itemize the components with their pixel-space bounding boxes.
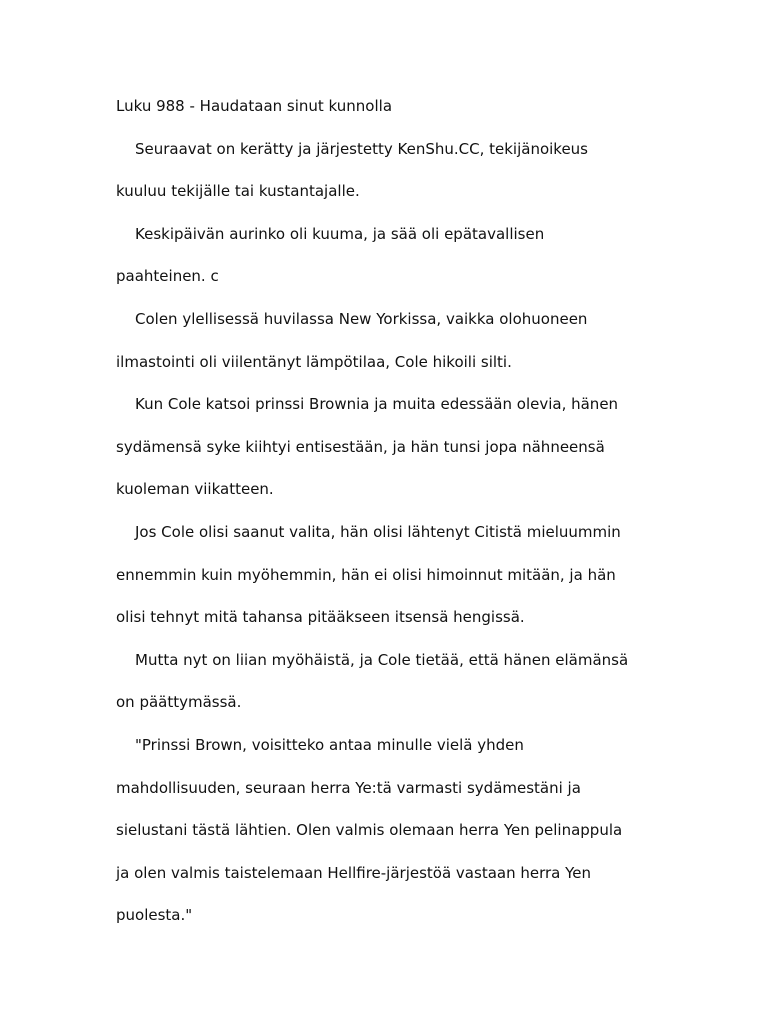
text-line: on päättymässä. <box>116 693 242 712</box>
text-line: ennemmin kuin myöhemmin, hän ei olisi himoinnut mitään, ja hän <box>116 565 616 584</box>
text-line: Seuraavat on kerätty ja järjestetty KenShu.CC, tekijänoikeus <box>135 139 588 158</box>
text-line: ja olen valmis taistelemaan Hellfire-järjestöä vastaan herra Yen <box>116 863 592 882</box>
text-line: paahteinen. c <box>116 267 219 286</box>
text-line: kuoleman viikatteen. <box>116 480 274 499</box>
text-line: "Prinssi Brown, voisitteko antaa minulle vielä yhden <box>135 735 524 754</box>
text-line: ilmastointi oli viilentänyt lämpötilaa, Cole hikoili silti. <box>116 352 512 371</box>
text-line: olisi tehnyt mitä tahansa pitääkseen itsensä hengissä. <box>116 608 525 627</box>
text-line: mahdollisuuden, seuraan herra Ye:tä varmasti sydämestäni ja <box>116 778 581 797</box>
text-line: Jos Cole olisi saanut valita, hän olisi lähtenyt Citistä mieluummin <box>135 522 621 541</box>
text-line: Colen ylellisessä huvilassa New Yorkissa, vaikka olohuoneen <box>135 309 588 328</box>
text-line: puolesta." <box>116 906 193 925</box>
text-line: Kun Cole katsoi prinssi Brownia ja muita edessään olevia, hänen <box>135 395 619 414</box>
document-body <box>116 85 656 937</box>
text-line: Keskipäivän aurinko oli kuuma, ja sää oli epätavallisen <box>135 224 545 243</box>
text-line: Mutta nyt on liian myöhäistä, ja Cole tietää, että hänen elämänsä <box>135 650 629 669</box>
text-line: sydämensä syke kiihtyi entisestään, ja hän tunsi jopa nähneensä <box>116 437 605 456</box>
chapter-title: Luku 988 - Haudataan sinut kunnolla <box>116 97 393 115</box>
text-line: sielustani tästä lähtien. Olen valmis olemaan herra Yen pelinappula <box>116 821 623 840</box>
text-line: kuuluu tekijälle tai kustantajalle. <box>116 182 360 201</box>
